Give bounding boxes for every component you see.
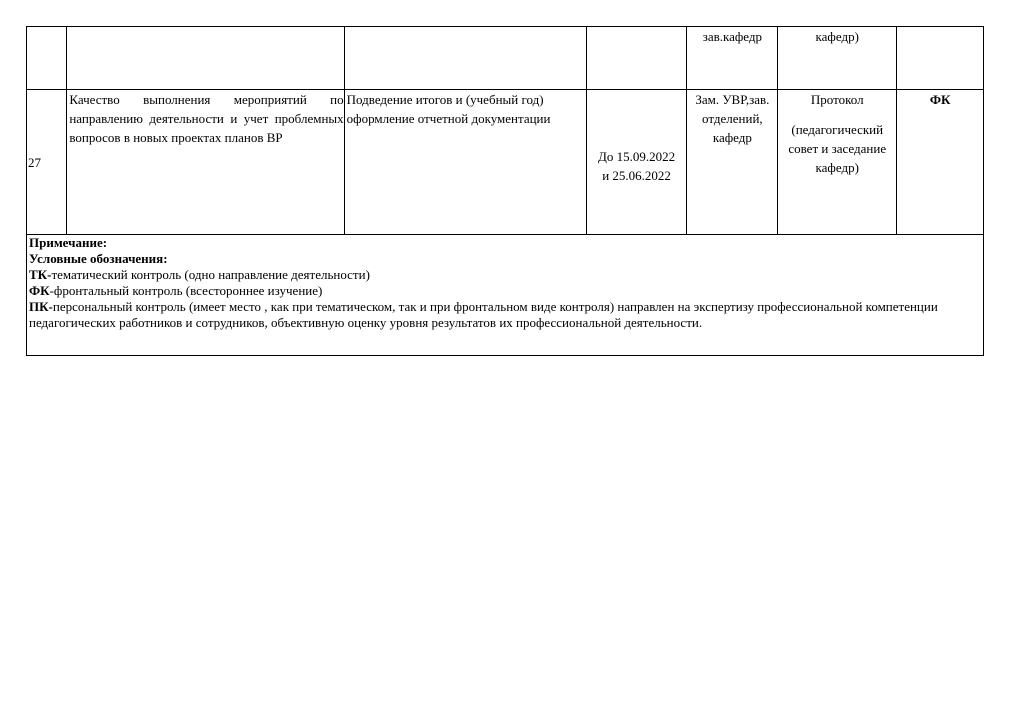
cell-responsible xyxy=(687,27,778,90)
legend-abbr: ФК xyxy=(29,283,50,298)
cell-control-type xyxy=(897,27,984,90)
cell-form xyxy=(344,27,586,90)
table-row-27 xyxy=(27,90,984,235)
notes-cell xyxy=(27,235,984,356)
result-title: Протокол xyxy=(810,92,864,107)
legend-item-fk xyxy=(29,283,981,299)
result-detail: (педагогический совет и заседание кафедр) xyxy=(788,122,887,175)
cell-number xyxy=(27,90,67,235)
cell-date xyxy=(586,27,687,90)
legend-abbr: ПК- xyxy=(29,299,53,314)
table-row-continued xyxy=(27,27,984,90)
cell-result xyxy=(778,27,897,90)
notes-heading: Примечание: xyxy=(29,235,108,250)
control-type-text: ФК xyxy=(929,92,951,107)
control-plan-sheet xyxy=(26,26,984,356)
objective-text: Качество выполнения мероприятий по направлению деятельности и учет проблемных вопросов в новых проектах планов ВР xyxy=(69,92,344,145)
row-number: 27 xyxy=(28,154,41,170)
cell-control-type xyxy=(897,90,984,235)
legend-item-tk xyxy=(29,267,981,283)
cell-objective xyxy=(67,90,344,235)
cell-responsible xyxy=(687,90,778,235)
control-plan-table xyxy=(26,26,984,356)
result-text: кафедр) xyxy=(815,29,859,44)
responsible-text: зав.кафедр xyxy=(702,29,763,44)
legend-heading: Условные обозначения: xyxy=(29,251,168,266)
form-text: Подведение итогов и (учебный год) оформление отчетной документации xyxy=(346,92,551,126)
cell-form xyxy=(344,90,586,235)
responsible-text: Зам. УВР,зав. отделений, кафедр xyxy=(695,92,770,145)
cell-objective xyxy=(67,27,344,90)
date-line-1: До 15.09.2022 xyxy=(598,149,676,164)
date-line-2: и 25.06.2022 xyxy=(602,168,671,183)
table-row-notes xyxy=(27,235,984,356)
legend-text: персональный контроль (имеет место , как при тематическом, так и при фронтальном виде контроля) направлен на экспертизу профессиональной компетенции педагогических работников и сотрудников, объективную оценку уровня результатов их профессиональной деятельности. xyxy=(29,299,938,330)
legend-abbr: ТК- xyxy=(29,267,52,282)
cell-date xyxy=(586,90,687,235)
cell-number xyxy=(27,27,67,90)
legend-text: тематический контроль (одно направление деятельности) xyxy=(51,267,370,282)
legend-text: -фронтальный контроль (всестороннее изучение) xyxy=(49,283,323,298)
legend-item-pk xyxy=(29,299,981,331)
cell-result xyxy=(778,90,897,235)
